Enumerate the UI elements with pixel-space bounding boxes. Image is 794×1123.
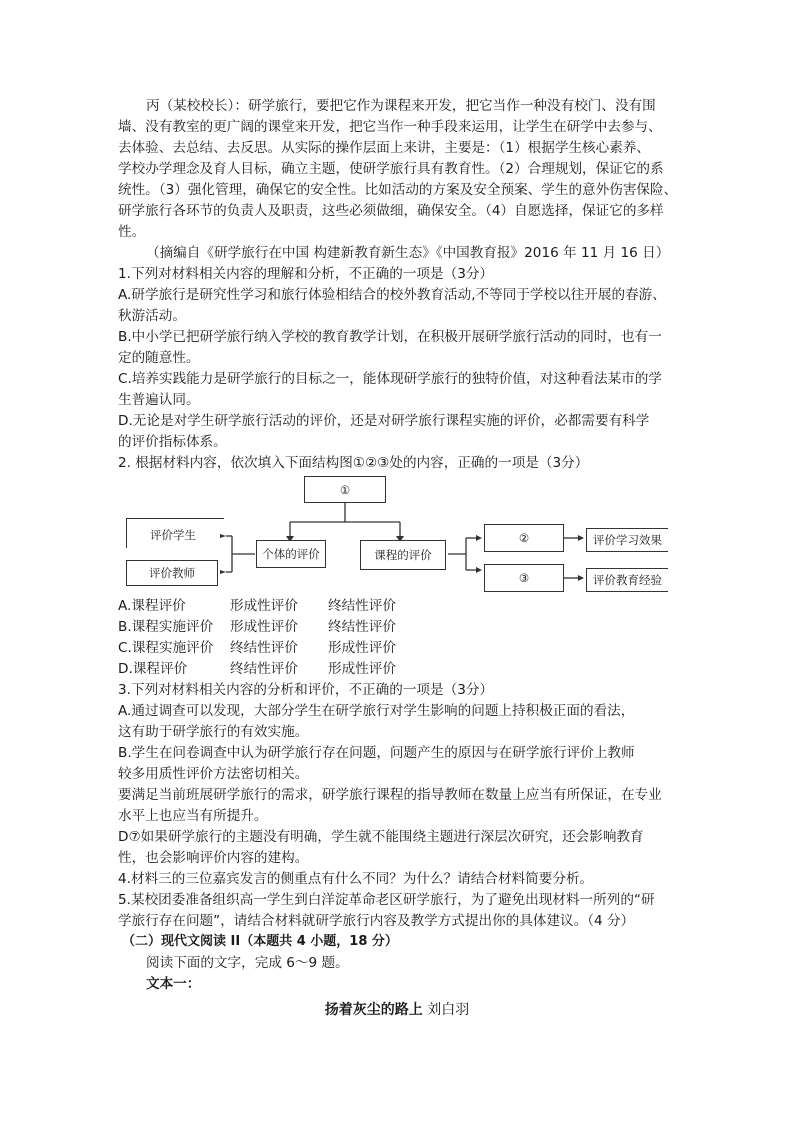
q1-option-d-cont: 的评价指标体系。 <box>118 434 227 450</box>
diagram-box-evaluate-students: 评价学生 <box>128 522 218 548</box>
question-4: 4.材料三的三位嘉宾发言的侧重点有什么不同？为什么？请结合材料简要分析。 <box>118 871 594 887</box>
question-5: 5.某校团委准备组织高一学生到白洋淀革命老区研学旅行，为了避免出现材料一所列的“研 <box>118 892 655 908</box>
q3-option-b: B.学生在问卷调查中认为研学旅行存在问题，问题产生的原因与在研学旅行评价上教师 <box>118 745 635 761</box>
structure-diagram <box>0 474 794 594</box>
diagram-box-teaching-experience: 评价教育经验 <box>586 568 668 592</box>
reading-instruction: 阅读下面的文字，完成 6～9 题。 <box>146 955 349 971</box>
q3-option-d: D⑦如果研学旅行的主题没有明确，学生就不能围绕主题进行深层次研究，还会影响教育 <box>118 829 644 845</box>
q1-option-b: B.中小学已把研学旅行纳入学校的教育教学计划，在积极开展研学旅行活动的同时，也有一 <box>118 329 662 345</box>
diagram-box-1: ① <box>304 476 386 503</box>
passage-line: 研学旅行各环节的负责人及职责，这些必须做细，确保安全。（4）自愿选择，保证它的多样 <box>118 203 664 219</box>
question-5-cont: 学旅行存在问题”，请结合材料就研学旅行内容及教学方式提出你的具体建议。（4 分） <box>118 913 635 929</box>
diagram-box-2: ② <box>484 524 564 552</box>
q1-option-b-cont: 定的随意性。 <box>118 350 200 366</box>
passage-line: 丙（某校校长）：研学旅行，要把它作为课程来开发，把它当作一种没有校门、没有围 <box>146 98 656 114</box>
q1-option-a: A.研学旅行是研究性学习和旅行体验相结合的校外教育活动,不等同于学校以往开展的春游、 <box>118 287 666 303</box>
q2-option-b: B.课程实施评价 形成性评价 终结性评价 <box>118 619 396 635</box>
passage-line: 墙、没有教室的更广阔的课堂来开发，把它当作一种手段来运用，让学生在研学中去参与、 <box>118 119 662 135</box>
diagram-box-3: ③ <box>484 564 564 592</box>
diagram-box-learning-effect: 评价学习效果 <box>586 528 668 552</box>
q1-option-c-cont: 生普遍认同。 <box>118 392 200 408</box>
q3-option-b-cont: 较多用质性评价方法密切相关。 <box>118 766 309 782</box>
question-2-stem: 2. 根据材料内容，依次填入下面结构图①②③处的内容，正确的一项是（3分） <box>118 455 589 471</box>
source-citation: （摘编自《研学旅行在中国 构建新教育新生态》《中国教育报》2016 年 11 月 16 日） <box>146 245 670 261</box>
essay-title: 扬着灰尘的路上 刘白羽 <box>324 1002 470 1018</box>
text-label: 文本一： <box>146 976 201 992</box>
passage-line: 去体验、去总结、去反思。从实际的操作层面上来讲，主要是：（1）根据学生核心素养、 <box>118 140 651 156</box>
diagram-box-course: 课程的评价 <box>360 540 446 570</box>
section-heading: （二）现代文阅读 II（本题共 4 小题，18 分） <box>122 934 398 949</box>
q3-option-c: 要满足当前班展研学旅行的需求，研学旅行课程的指导教师在数量上应当有所保证，在专业 <box>118 787 662 803</box>
question-1-stem: 1.下列对材料相关内容的理解和分析，不正确的一项是（3分） <box>118 266 494 282</box>
diagram-box-individual: 个体的评价 <box>256 540 326 568</box>
passage-line: 学校办学理念及育人目标，确立主题，使研学旅行具有教育性。（2）合理规划，保证它的系 <box>118 161 664 177</box>
diagram-connectors <box>0 474 794 594</box>
q1-option-d: D.无论是对学生研学旅行活动的评价，还是对研学旅行课程实施的评价，必都需要有科学 <box>118 413 650 429</box>
diagram-box-evaluate-teachers: 评价教师 <box>126 560 218 586</box>
q3-option-a-cont: 这有助于研学旅行的有效实施。 <box>118 724 309 740</box>
q1-option-a-cont: 秋游活动。 <box>118 308 186 324</box>
passage-line: 统性。（3）强化管理，确保它的安全性。比如活动的方案及安全预案、学生的意外伤害保险、 <box>118 182 678 198</box>
q2-option-c: C.课程实施评价 终结性评价 形成性评价 <box>118 640 396 656</box>
q3-option-d-cont: 性，也会影响评价内容的建构。 <box>118 850 309 866</box>
q3-option-a: A.通过调查可以发现，大部分学生在研学旅行对学生影响的问题上持积极正面的看法， <box>118 703 635 719</box>
q2-option-d: D.课程评价 终结性评价 形成性评价 <box>118 661 396 677</box>
question-3-stem: 3.下列对材料相关内容的分析和评价，不正确的一项是（3分） <box>118 682 494 698</box>
q2-option-a: A.课程评价 形成性评价 终结性评价 <box>118 598 396 614</box>
q3-option-c-cont: 水平上也应当有所提升。 <box>118 808 268 824</box>
q1-option-c: C.培养实践能力是研学旅行的目标之一，能体现研学旅行的独特价值，对这种看法某市的学 <box>118 371 662 387</box>
passage-line: 性。 <box>118 224 146 240</box>
